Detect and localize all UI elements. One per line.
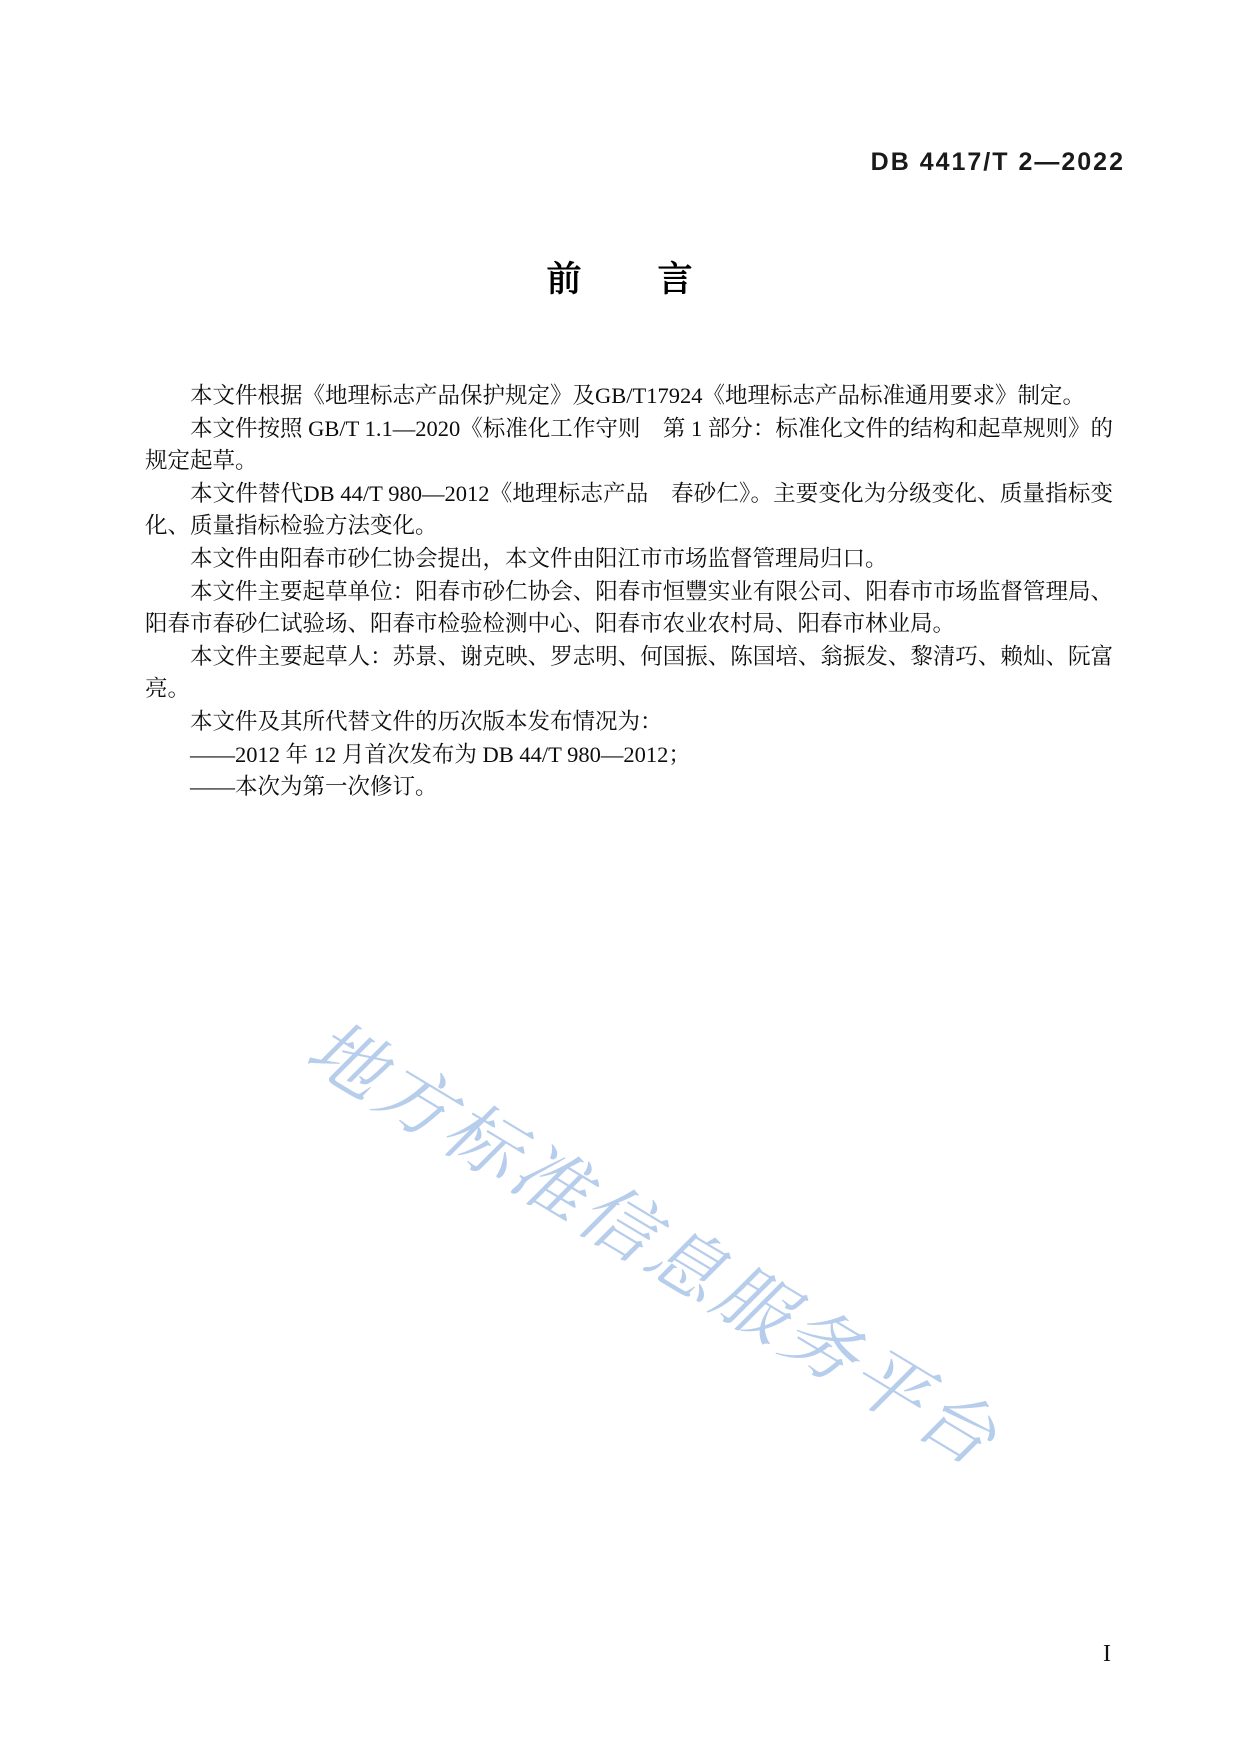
paragraph-replacement: 本文件替代DB 44/T 980—2012《地理标志产品 春砂仁》。主要变化为分级变化、质量指标变化、质量指标检验方法变化。 (145, 480, 1113, 539)
paragraph-proposal: 本文件由阳春市砂仁协会提出，本文件由阳江市市场监督管理局归口。 (190, 545, 888, 571)
paragraph-basis: 本文件根据《地理标志产品保护规定》及GB/T17924《地理标志产品标准通用要求》制定。 (190, 383, 1086, 408)
version-history-item-first-release: ——2012 年 12 月首次发布为 DB 44/T 980—2012； (190, 741, 691, 767)
foreword-title: 前 言 (546, 260, 695, 299)
foreword-body (145, 380, 1113, 804)
version-history-item-revision: ——本次为第一次修订。 (190, 774, 438, 800)
paragraph-drafters: 本文件主要起草人：苏景、谢克映、罗志明、何国振、陈国培、翁振发、黎清巧、赖灿、阮富亮。 (145, 643, 1113, 702)
standard-number: DB 4417/T 2—2022 (870, 148, 1125, 176)
paragraph-drafting-organizations: 本文件主要起草单位：阳春市砂仁协会、阳春市恒豐实业有限公司、阳春市市场监督管理局、阳春市春砂仁试验场、阳春市检验检测中心、阳春市农业农村局、阳春市林业局。 (145, 578, 1113, 637)
page-number: I (1103, 1641, 1111, 1667)
paragraph-version-history-intro: 本文件及其所代替文件的历次版本发布情况为： (190, 708, 663, 734)
watermark: 地方标准信息服务平台 (290, 1013, 1028, 1481)
paragraph-drafting-rules: 本文件按照 GB/T 1.1—2020《标准化工作守则 第 1 部分：标准化文件的结构和起草规则》的规定起草。 (145, 415, 1113, 474)
